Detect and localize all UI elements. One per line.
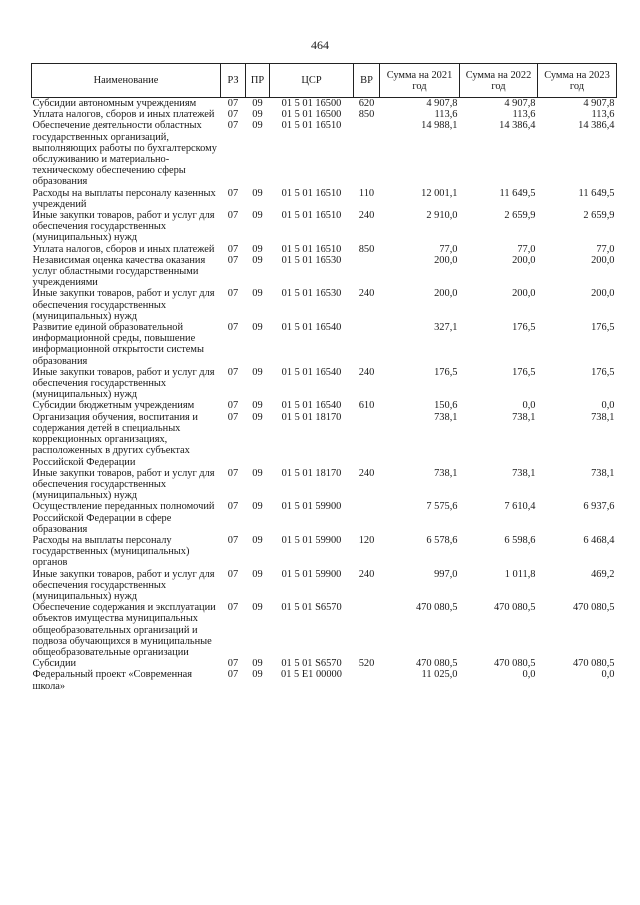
row-vr bbox=[354, 255, 380, 289]
row-sum-2021: 738,1 bbox=[434, 467, 458, 479]
row-sum-2022: 470 080,5 bbox=[493, 602, 536, 614]
row-name: Иные закупки товаров, работ и услуг для обеспечения государственных (муниципальных) нужд bbox=[32, 467, 215, 502]
row-csr: 01 5 01 16540 bbox=[281, 322, 342, 334]
row-sum-2023: 200,0 bbox=[591, 254, 615, 266]
row-sum-2022: 4 907,8 bbox=[504, 98, 536, 109]
row-sum-2022: 113,6 bbox=[512, 109, 536, 121]
row-sum-2022: 14 386,4 bbox=[499, 120, 536, 132]
row-rz: 07 bbox=[227, 602, 239, 614]
row-pr: 09 bbox=[252, 467, 263, 479]
row-rz: 07 bbox=[227, 109, 239, 121]
row-name: Осуществление переданных полномочий Российской Федерации в сфере образования bbox=[32, 501, 215, 535]
row-csr: 01 5 01 16510 bbox=[281, 120, 342, 132]
row-name: Обеспечение деятельности областных государственных организаций, выполняющих работы по бухгалтерскому обслуживанию и материально-техническому обеспечению сферы образования bbox=[32, 120, 217, 188]
row-vr bbox=[354, 322, 380, 367]
budget-table bbox=[31, 63, 617, 692]
row-rz: 07 bbox=[227, 658, 239, 670]
row-sum-2022: 738,1 bbox=[512, 467, 536, 479]
row-sum-2022: 200,0 bbox=[512, 254, 536, 266]
row-csr: 01 5 E1 00000 bbox=[281, 669, 342, 681]
row-rz: 07 bbox=[227, 120, 239, 132]
table-row bbox=[32, 367, 617, 401]
row-name: Иные закупки товаров, работ и услуг для обеспечения государственных (муниципальных) нужд bbox=[32, 366, 215, 401]
row-sum-2023: 11 649,5 bbox=[578, 187, 615, 199]
row-sum-2021: 470 080,5 bbox=[415, 602, 458, 614]
row-pr: 09 bbox=[252, 109, 263, 121]
row-vr bbox=[354, 501, 380, 535]
row-pr: 09 bbox=[252, 501, 263, 513]
row-vr: 110 bbox=[358, 187, 375, 199]
row-csr: 01 5 01 S6570 bbox=[281, 658, 342, 670]
row-pr: 09 bbox=[252, 98, 263, 109]
row-sum-2021: 6 578,6 bbox=[426, 534, 458, 546]
table-row bbox=[32, 322, 617, 367]
row-pr: 09 bbox=[252, 534, 263, 546]
row-name: Субсидии автономным учреждениям bbox=[32, 98, 197, 109]
row-csr: 01 5 01 16540 bbox=[281, 366, 342, 378]
row-name: Иные закупки товаров, работ и услуг для обеспечения государственных (муниципальных) нужд bbox=[32, 210, 215, 244]
row-sum-2023: 0,0 bbox=[601, 669, 615, 681]
row-rz: 07 bbox=[227, 501, 239, 513]
table-row bbox=[32, 412, 617, 468]
table-row bbox=[32, 501, 617, 535]
row-csr: 01 5 01 16530 bbox=[281, 288, 342, 300]
row-vr bbox=[354, 669, 380, 691]
table-row bbox=[32, 602, 617, 658]
row-vr: 610 bbox=[358, 400, 375, 412]
row-csr: 01 5 01 16510 bbox=[281, 243, 342, 255]
row-name: Организация обучения, воспитания и содержания детей в специальных коррекционных организациях, расположенных в других субъектах Российской Федерации bbox=[32, 411, 198, 468]
row-vr bbox=[354, 602, 380, 658]
row-sum-2022: 6 598,6 bbox=[504, 534, 536, 546]
row-pr: 09 bbox=[252, 568, 263, 580]
row-sum-2021: 77,0 bbox=[439, 243, 458, 255]
row-csr: 01 5 01 16500 bbox=[281, 109, 342, 121]
row-pr: 09 bbox=[252, 366, 263, 378]
row-sum-2022: 0,0 bbox=[522, 400, 536, 412]
table-row bbox=[32, 400, 617, 411]
row-pr: 09 bbox=[252, 658, 263, 670]
row-rz: 07 bbox=[227, 322, 239, 334]
row-sum-2021: 738,1 bbox=[434, 411, 458, 423]
header-vr: ВР bbox=[354, 64, 380, 98]
row-csr: 01 5 01 59900 bbox=[281, 568, 342, 580]
table-row bbox=[32, 188, 617, 210]
row-sum-2022: 176,5 bbox=[512, 322, 536, 334]
row-sum-2023: 4 907,8 bbox=[583, 98, 615, 109]
row-rz: 07 bbox=[227, 187, 239, 199]
row-sum-2021: 12 001,1 bbox=[421, 187, 458, 199]
header-sum-2021: Сумма на 2021 год bbox=[380, 64, 460, 98]
row-sum-2023: 14 386,4 bbox=[578, 120, 615, 132]
row-sum-2021: 4 907,8 bbox=[426, 98, 458, 109]
row-csr: 01 5 01 16510 bbox=[281, 210, 342, 222]
row-vr: 240 bbox=[358, 366, 375, 378]
row-csr: 01 5 01 16530 bbox=[281, 254, 342, 266]
row-sum-2022: 470 080,5 bbox=[493, 658, 536, 670]
row-sum-2023: 0,0 bbox=[601, 400, 615, 412]
row-name: Иные закупки товаров, работ и услуг для обеспечения государственных (муниципальных) нужд bbox=[32, 288, 215, 322]
row-sum-2023: 2 659,9 bbox=[583, 210, 615, 222]
row-csr: 01 5 01 59900 bbox=[281, 534, 342, 546]
row-sum-2022: 738,1 bbox=[512, 411, 536, 423]
row-sum-2023: 470 080,5 bbox=[572, 658, 615, 670]
row-rz: 07 bbox=[227, 400, 239, 412]
row-csr: 01 5 01 59900 bbox=[281, 501, 342, 513]
row-sum-2023: 113,6 bbox=[591, 109, 615, 121]
row-sum-2021: 2 910,0 bbox=[426, 210, 458, 222]
table-row bbox=[32, 255, 617, 289]
table-row bbox=[32, 288, 617, 322]
row-rz: 07 bbox=[227, 98, 239, 109]
row-vr: 850 bbox=[358, 243, 375, 255]
row-vr: 520 bbox=[358, 658, 375, 670]
row-csr: 01 5 01 16540 bbox=[281, 400, 342, 412]
row-pr: 09 bbox=[252, 243, 263, 255]
row-pr: 09 bbox=[252, 669, 263, 681]
header-rz: РЗ bbox=[221, 64, 246, 98]
row-name: Обеспечение содержания и эксплуатации объектов имущества муниципальных общеобразовательных организаций и подвоза обучающихся в муниципальные общеобразовательные организации bbox=[32, 602, 216, 658]
row-name: Независимая оценка качества оказания услуг областными государственными учреждениями bbox=[32, 254, 206, 289]
row-name: Субсидии bbox=[32, 658, 77, 670]
row-rz: 07 bbox=[227, 568, 239, 580]
row-csr: 01 5 01 S6570 bbox=[281, 602, 342, 614]
row-pr: 09 bbox=[252, 187, 263, 199]
header-sum-2022: Сумма на 2022 год bbox=[460, 64, 538, 98]
row-sum-2023: 200,0 bbox=[591, 288, 615, 300]
table-row bbox=[32, 535, 617, 569]
row-sum-2022: 2 659,9 bbox=[504, 210, 536, 222]
table-row bbox=[32, 468, 617, 502]
header-name: Наименование bbox=[32, 64, 221, 98]
row-sum-2022: 0,0 bbox=[522, 669, 536, 681]
row-rz: 07 bbox=[227, 254, 239, 266]
row-sum-2023: 738,1 bbox=[591, 411, 615, 423]
header-csr: ЦСР bbox=[270, 64, 354, 98]
row-sum-2023: 77,0 bbox=[596, 243, 615, 255]
row-pr: 09 bbox=[252, 602, 263, 614]
row-sum-2022: 176,5 bbox=[512, 366, 536, 378]
row-vr bbox=[354, 412, 380, 468]
row-sum-2021: 11 025,0 bbox=[421, 669, 458, 681]
table-row bbox=[32, 98, 617, 110]
row-vr: 240 bbox=[358, 210, 375, 222]
row-vr: 240 bbox=[358, 288, 375, 300]
row-sum-2021: 14 988,1 bbox=[421, 120, 458, 132]
row-sum-2023: 176,5 bbox=[591, 322, 615, 334]
table-row bbox=[32, 210, 617, 244]
row-rz: 07 bbox=[227, 243, 239, 255]
row-vr: 120 bbox=[358, 534, 375, 546]
row-sum-2023: 738,1 bbox=[591, 467, 615, 479]
row-vr: 240 bbox=[358, 568, 375, 580]
row-name: Уплата налогов, сборов и иных платежей bbox=[32, 243, 215, 255]
page-number: 464 bbox=[311, 38, 329, 52]
row-sum-2022: 77,0 bbox=[517, 243, 536, 255]
row-sum-2021: 7 575,6 bbox=[426, 501, 458, 513]
row-rz: 07 bbox=[227, 210, 239, 222]
row-rz: 07 bbox=[227, 534, 239, 546]
row-sum-2021: 327,1 bbox=[434, 322, 458, 334]
table-row bbox=[32, 569, 617, 603]
header-pr: ПР bbox=[246, 64, 270, 98]
header-row bbox=[32, 64, 617, 98]
row-pr: 09 bbox=[252, 288, 263, 300]
row-csr: 01 5 01 18170 bbox=[281, 467, 342, 479]
row-rz: 07 bbox=[227, 669, 239, 681]
row-pr: 09 bbox=[252, 254, 263, 266]
table-row bbox=[32, 120, 617, 187]
table-row bbox=[32, 658, 617, 669]
row-pr: 09 bbox=[252, 322, 263, 334]
row-sum-2021: 113,6 bbox=[434, 109, 458, 121]
row-vr: 240 bbox=[358, 467, 375, 479]
row-sum-2021: 470 080,5 bbox=[415, 658, 458, 670]
table-row bbox=[32, 669, 617, 691]
row-sum-2021: 176,5 bbox=[434, 366, 458, 378]
row-csr: 01 5 01 18170 bbox=[281, 411, 342, 423]
row-sum-2021: 200,0 bbox=[434, 288, 458, 300]
row-pr: 09 bbox=[252, 400, 263, 412]
row-vr bbox=[354, 120, 380, 187]
row-sum-2022: 11 649,5 bbox=[499, 187, 536, 199]
row-vr: 620 bbox=[358, 98, 375, 109]
row-name: Уплата налогов, сборов и иных платежей bbox=[32, 109, 215, 121]
row-rz: 07 bbox=[227, 411, 239, 423]
table-body bbox=[32, 98, 617, 692]
row-pr: 09 bbox=[252, 411, 263, 423]
row-name: Иные закупки товаров, работ и услуг для обеспечения государственных (муниципальных) нужд bbox=[32, 568, 215, 602]
row-vr: 850 bbox=[358, 109, 375, 121]
row-name: Федеральный проект «Современная школа» bbox=[32, 669, 193, 692]
row-pr: 09 bbox=[252, 120, 263, 132]
table-row bbox=[32, 244, 617, 255]
row-sum-2023: 6 937,6 bbox=[583, 501, 615, 513]
row-name: Субсидии бюджетным учреждениям bbox=[32, 400, 195, 412]
row-rz: 07 bbox=[227, 366, 239, 378]
row-sum-2021: 200,0 bbox=[434, 254, 458, 266]
row-name: Расходы на выплаты персоналу государственных (муниципальных) органов bbox=[32, 534, 190, 569]
row-sum-2022: 7 610,4 bbox=[504, 501, 536, 513]
row-pr: 09 bbox=[252, 210, 263, 222]
row-sum-2023: 176,5 bbox=[591, 366, 615, 378]
header-sum-2023: Сумма на 2023 год bbox=[538, 64, 617, 98]
row-csr: 01 5 01 16500 bbox=[281, 98, 342, 109]
row-csr: 01 5 01 16510 bbox=[281, 187, 342, 199]
row-sum-2021: 997,0 bbox=[434, 568, 458, 580]
row-sum-2023: 469,2 bbox=[591, 568, 615, 580]
row-name: Расходы на выплаты персоналу казенных учреждений bbox=[32, 187, 216, 210]
row-sum-2022: 200,0 bbox=[512, 288, 536, 300]
row-sum-2023: 470 080,5 bbox=[572, 602, 615, 614]
table-row bbox=[32, 109, 617, 120]
row-rz: 07 bbox=[227, 467, 239, 479]
row-name: Развитие единой образовательной информационной среды, повышение информационной открытости системы образования bbox=[32, 322, 204, 367]
row-sum-2022: 1 011,8 bbox=[504, 568, 536, 580]
row-sum-2023: 6 468,4 bbox=[583, 534, 615, 546]
row-sum-2021: 150,6 bbox=[434, 400, 458, 412]
row-rz: 07 bbox=[227, 288, 239, 300]
